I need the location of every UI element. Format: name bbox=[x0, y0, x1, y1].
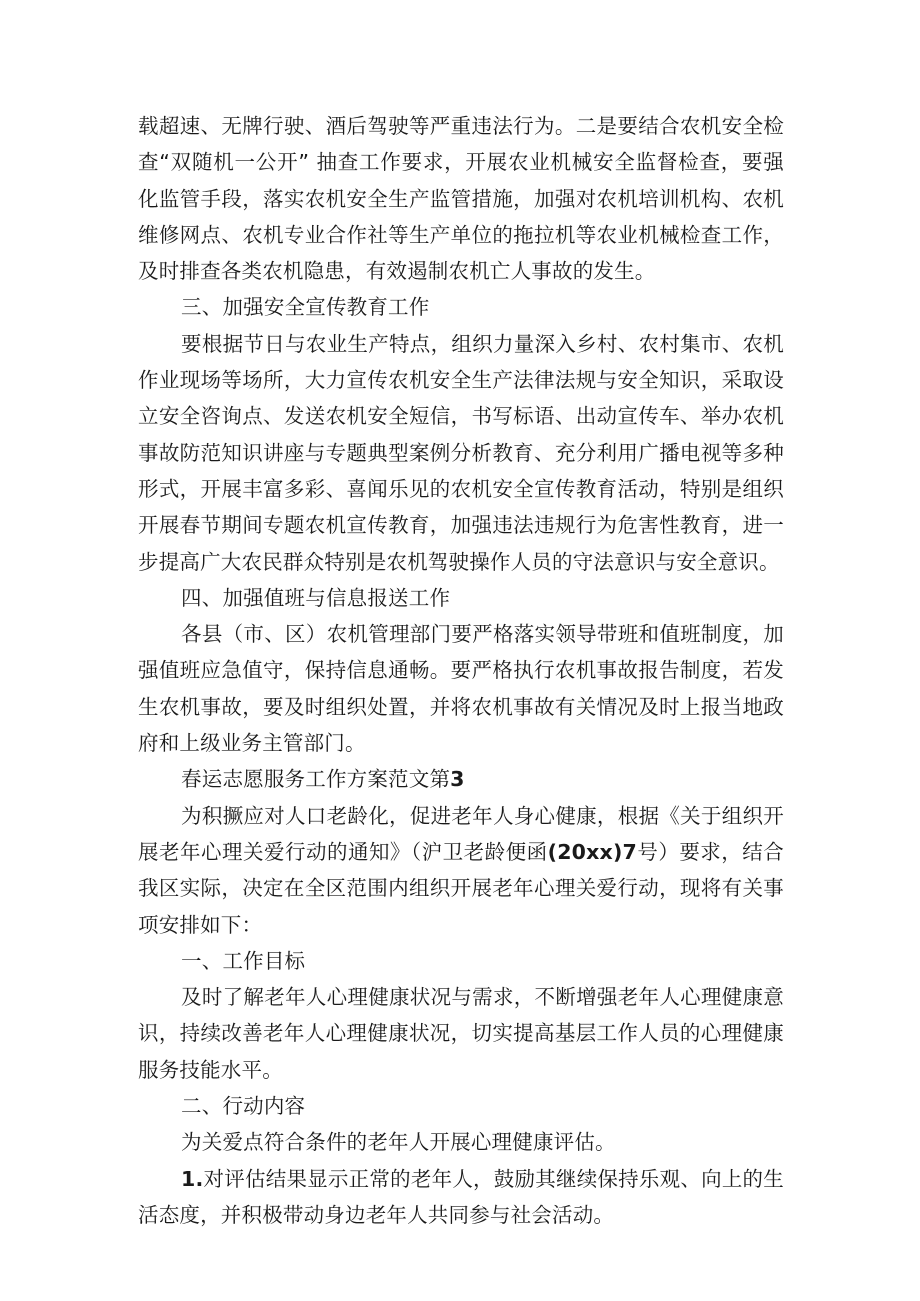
document-number: (20xx)7 bbox=[547, 839, 638, 864]
list-item-number: 1. bbox=[181, 1166, 204, 1191]
title-number: 3 bbox=[450, 767, 465, 792]
paragraph-body: 为关爱点符合条件的老年人开展心理健康评估。 bbox=[181, 1130, 616, 1155]
list-item-text: 对评估结果显示正常的老年人，鼓励其继续保持乐观、向上的生活态度，并积极带动身边老年人共同参与社会活动。 bbox=[138, 1166, 784, 1227]
title-text: 春运志愿服务工作方案范文第 bbox=[181, 767, 451, 792]
document-body bbox=[138, 108, 784, 1233]
paragraph-body: 载超速、无牌行驶、酒后驾驶等严重违法行为。二是要结合农机安全检查“双随机一公开” 抽查工作要求，开展农业机械安全监督检查，要强化监管手段，落实农机安全生产监管措施，加强对农机培训机构、农机维修网点、农机专业合作社等生产单位的拖拉机等农业机械检查工作，及时排查各类农机隐患，有效遏制农机亡人事故的发生。 bbox=[138, 114, 784, 284]
section-heading: 一、工作目标 bbox=[181, 948, 306, 973]
section-heading: 三、加强安全宣传教育工作 bbox=[181, 295, 430, 320]
paragraph-body: 各县（市、区）农机管理部门要严格落实领导带班和值班制度，加强值班应急值守，保持信息通畅。要严格执行农机事故报告制度，若发生农机事故，要及时组织处置，并将农机事故有关情况及时上报当地政府和上级业务主管部门。 bbox=[138, 622, 784, 756]
paragraph-body bbox=[138, 798, 784, 943]
paragraph-text-part: 号）要求，结合我区实际，决定在全区范围内组织开展老年心理关爱行动，现将有关事项安排如下： bbox=[138, 839, 784, 937]
document-title bbox=[138, 761, 784, 797]
section-heading: 二、行动内容 bbox=[181, 1094, 306, 1119]
paragraph-text-part: 为积撅应对人口老龄化，促进老年人身心健康，根据《关于组织开展老年心理关爱行动的通知》（沪卫老龄便函 bbox=[138, 803, 784, 864]
paragraph-body: 要根据节日与农业生产特点，组织力量深入乡村、农村集市、农机作业现场等场所，大力宣传农机安全生产法律法规与安全知识，采取设立安全咨询点、发送农机安全短信，书写标语、出动宣传车、举办农机事故防范知识讲座与专题典型案例分析教育、充分利用广播电视等多种形式，开展丰富多彩、喜闻乐见的农机安全宣传教育活动，特别是组织开展春节期间专题农机宣传教育，加强违法违规行为危害性教育，进一步提高广大农民群众特别是农机驾驶操作人员的守法意识与安全意识。 bbox=[138, 331, 784, 574]
section-heading: 四、加强值班与信息报送工作 bbox=[181, 585, 451, 610]
paragraph-body: 及时了解老年人心理健康状况与需求，不断增强老年人心理健康意识，持续改善老年人心理健康状况，切实提高基层工作人员的心理健康服务技能水平。 bbox=[138, 985, 784, 1082]
list-item bbox=[138, 1161, 784, 1234]
